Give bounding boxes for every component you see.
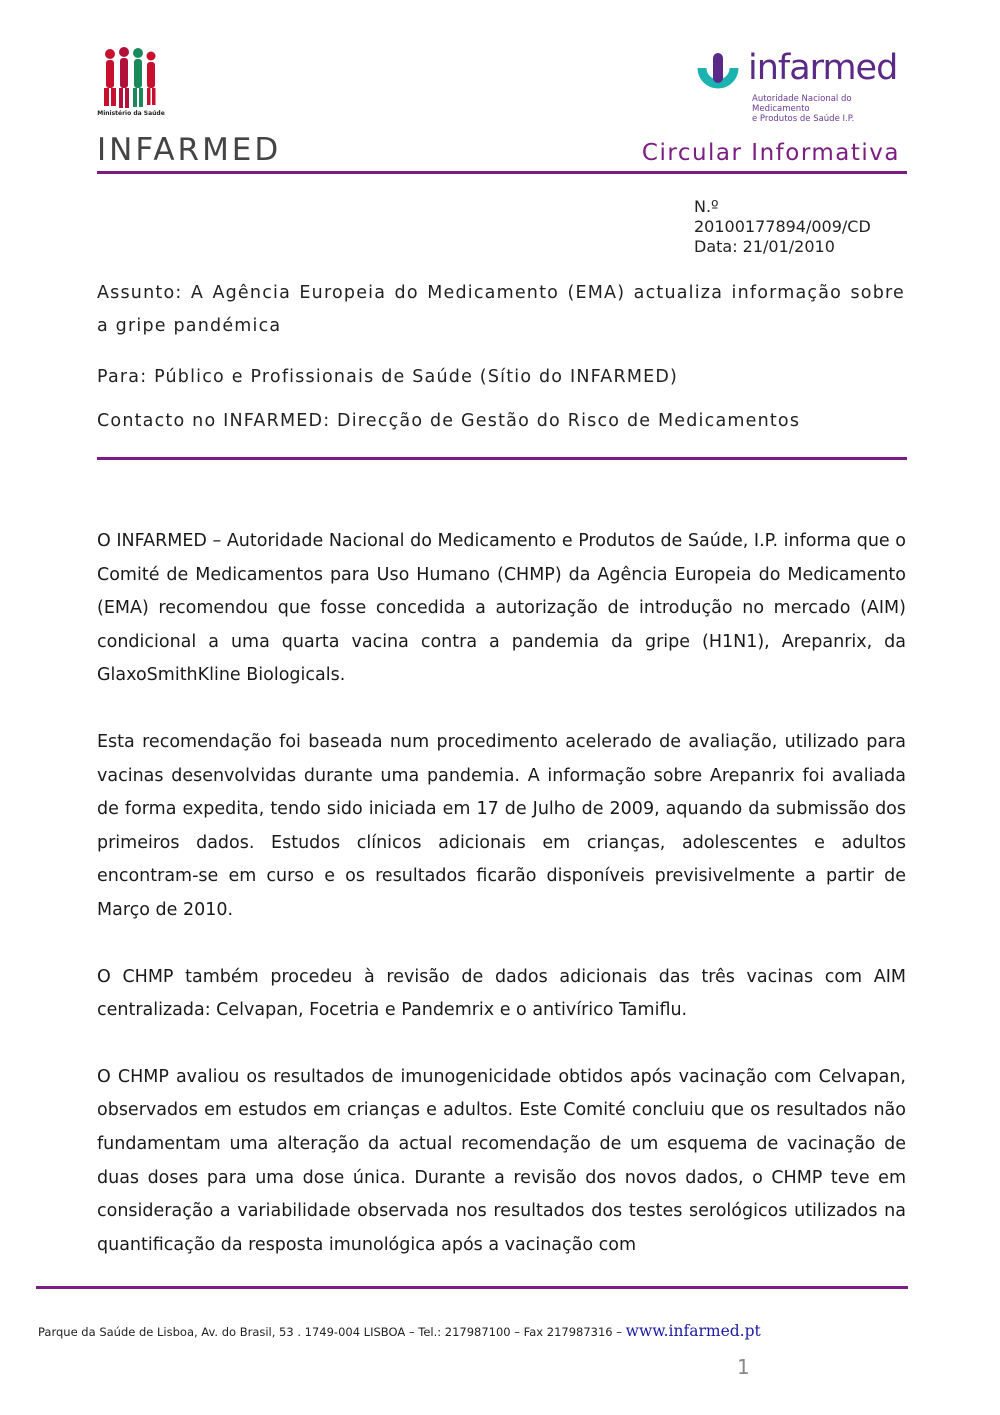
document-number: 20100177894/009/CD [694, 217, 871, 236]
body-paragraph: O CHMP avaliou os resultados de imunogenicidade obtidos após vacinação com Celvapan, observados em estudos em crianças e adultos. Este Comité concluiu que os resultados não fundamentam uma alteração da actual recomendação de um esquema de vacinação de duas doses para uma dose única. Durante a revisão dos novos dados, o CHMP teve em consideração a variabilidade observada nos resultados dos testes serológicos utilizados na quantificação da resposta imunológica após a vacinação com [97, 1066, 906, 1255]
section-divider [97, 457, 907, 460]
body-paragraph: O CHMP também procedeu à revisão de dados adicionais das três vacinas com AIM centralizada: Celvapan, Focetria e Pandemrix e o antivírico Tamiflu. [97, 966, 906, 1021]
document-meta [694, 197, 871, 257]
footer [38, 1322, 761, 1340]
page-number: 1 [737, 1355, 750, 1379]
infarmed-logo-subtitle [752, 94, 902, 124]
infarmed-logo-subtitle-line-2: e Produtos de Saúde I.P. [752, 114, 855, 124]
body-text [97, 525, 906, 1295]
subject: Assunto: A Agência Europeia do Medicamento (EMA) actualiza informação sobre a gripe pandémica [97, 283, 905, 336]
document-type: Circular Informativa [641, 140, 900, 166]
footer-address: Parque da Saúde de Lisboa, Av. do Brasil, 53 . 1749-004 LISBOA – Tel.: 217987100 – Fax 217987316 – [38, 1325, 626, 1339]
contact: Contacto no INFARMED: Direcção de Gestão do Risco de Medicamentos [97, 411, 801, 431]
infarmed-logo [696, 48, 898, 124]
brand-title: INFARMED [97, 132, 282, 168]
ministry-caption: Ministério da Saúde [97, 110, 165, 117]
infarmed-logo-subtitle-line-1: Autoridade Nacional do Medicamento [752, 94, 852, 114]
body-paragraph: Esta recomendação foi baseada num procedimento acelerado de avaliação, utilizado para vacinas desenvolvidas durante uma pandemia. A informação sobre Arepanrix foi avaliada de forma expedita, tendo sido iniciada em 17 de Julho de 2009, aquando da submissão dos primeiros dados. Estudos clínicos adicionais em crianças, adolescentes e adultos encontram-se em curso e os resultados ficarão disponíveis previsivelmente a partir de Março de 2010. [97, 731, 906, 920]
infarmed-mark-icon [696, 50, 740, 100]
number-label: N.º [694, 197, 719, 216]
ministry-of-health-logo [100, 44, 160, 118]
header-divider [97, 171, 907, 174]
footer-divider [36, 1286, 908, 1289]
body-paragraph: O INFARMED – Autoridade Nacional do Medicamento e Produtos de Saúde, I.P. informa que o Comité de Medicamentos para Uso Humano (CHMP) da Agência Europeia do Medicamento (EMA) recomendou que fosse concedida a autorização de introdução no mercado (AIM) condicional a uma quarta vacina contra a pandemia da gripe (H1N1), Arepanrix, da GlaxoSmithKline Biologicals. [97, 531, 906, 686]
recipients: Para: Público e Profissionais de Saúde (Sítio do INFARMED) [97, 367, 679, 387]
infarmed-logo-name: infarmed [748, 48, 898, 88]
website-link[interactable]: www.infarmed.pt [625, 1322, 761, 1340]
document-date: Data: 21/01/2010 [694, 237, 835, 256]
